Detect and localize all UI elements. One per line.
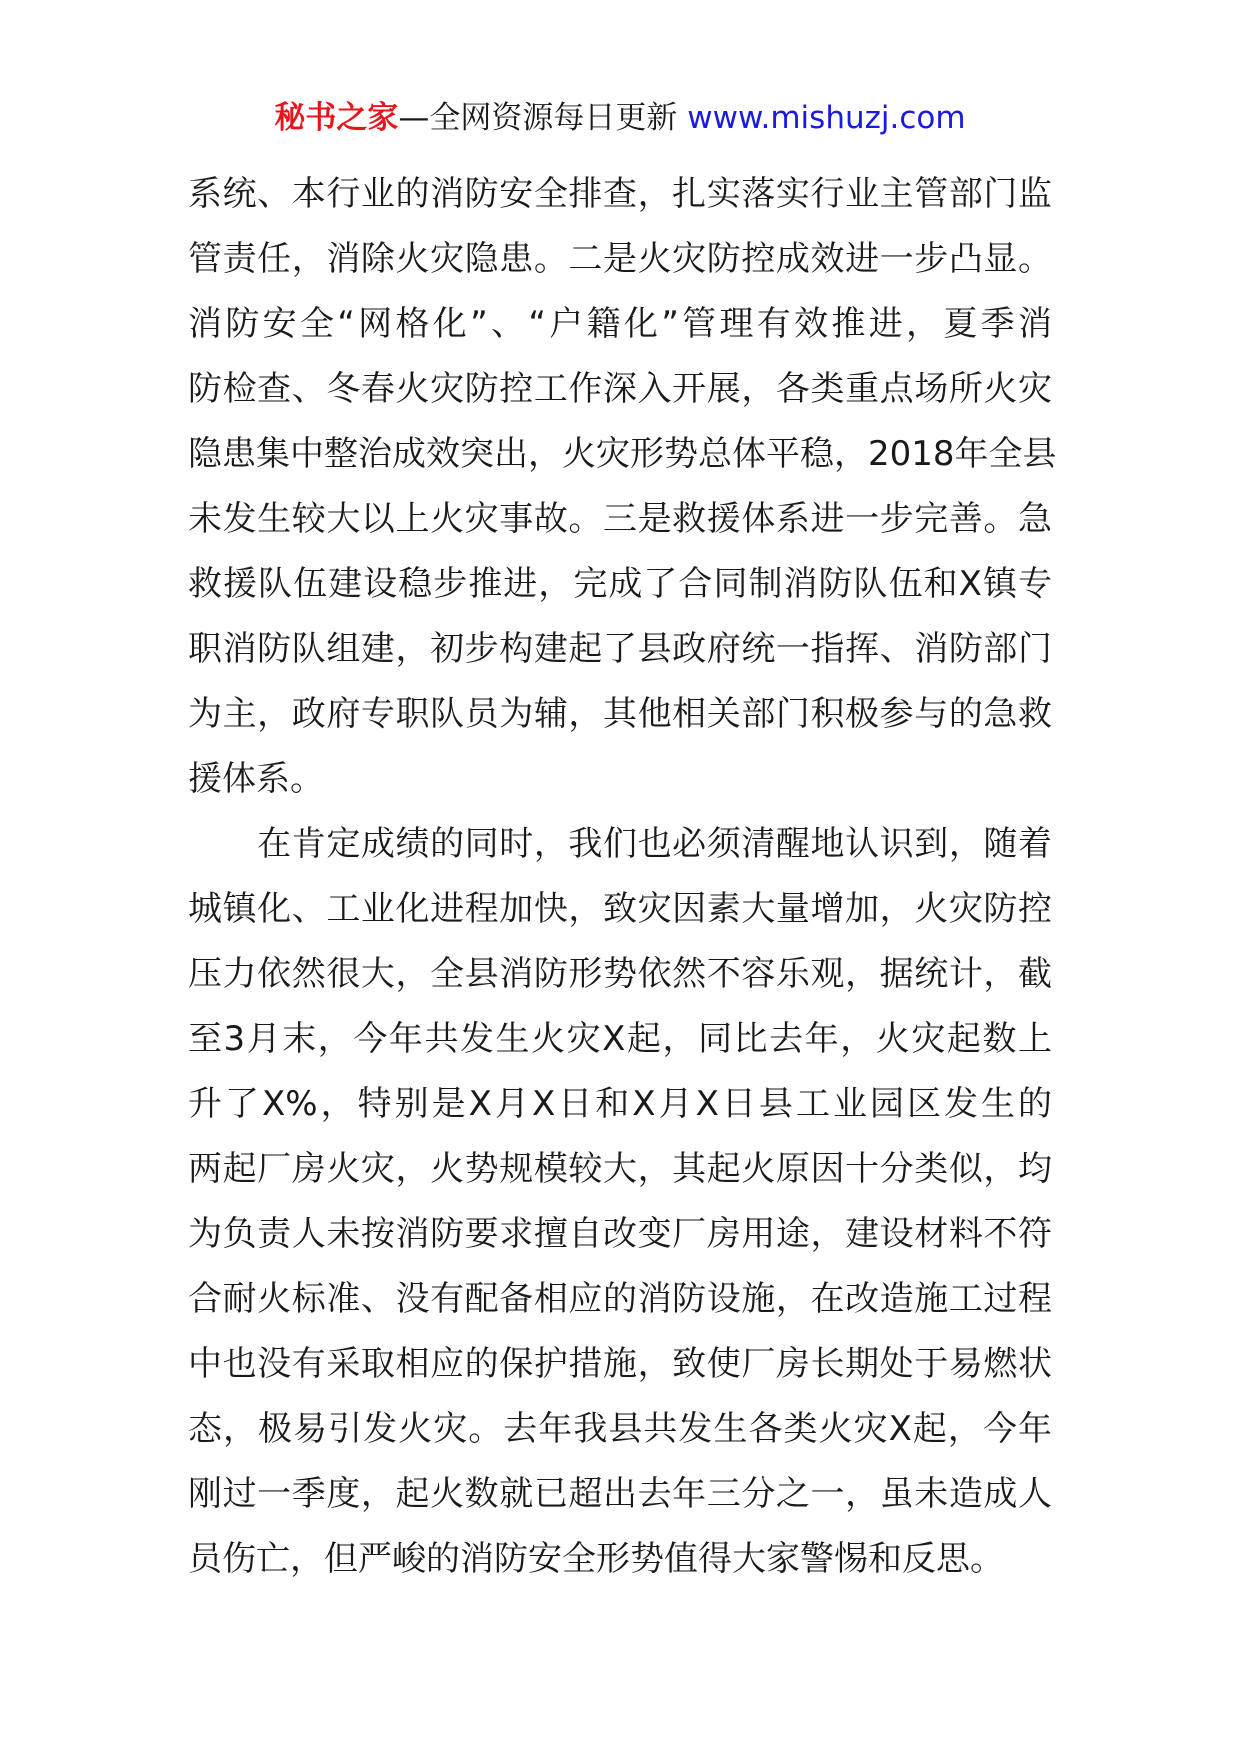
document-body <box>188 162 1057 1592</box>
paragraph-1 <box>188 162 1057 812</box>
text-line: 中也没有采取相应的保护措施，致使厂房长期处于易燃状 <box>188 1344 1052 1384</box>
text-line: 系统、本行业的消防安全排查，扎实落实行业主管部门监 <box>188 174 1052 214</box>
text-line: 救援队伍建设稳步推进，完成了合同制消防队伍和X镇专 <box>188 564 1052 604</box>
text-line: 城镇化、工业化进程加快，致灾因素大量增加，火灾防控 <box>188 889 1052 929</box>
text-line: 升了X%，特别是X月X日和X月X日县工业园区发生的 <box>188 1084 1052 1124</box>
text-line: 未发生较大以上火灾事故。三是救援体系进一步完善。急 <box>188 499 1052 539</box>
text-line: 援体系。 <box>188 759 324 799</box>
text-line: 在肯定成绩的同时，我们也必须清醒地认识到，随着 <box>188 824 1052 864</box>
paragraph-2 <box>188 812 1052 1592</box>
text-line: 管责任，消除火灾隐患。二是火灾防控成效进一步凸显。 <box>188 239 1052 279</box>
text-line: 刚过一季度，起火数就已超出去年三分之一，虽未造成人 <box>188 1474 1052 1514</box>
header-tagline: —全网资源每日更新 <box>398 100 678 136</box>
text-line: 员伤亡，但严峻的消防安全形势值得大家警惕和反思。 <box>188 1539 1004 1579</box>
text-line: 压力依然很大，全县消防形势依然不容乐观，据统计，截 <box>188 954 1052 994</box>
text-line: 两起厂房火灾，火势规模较大，其起火原因十分类似，均 <box>188 1149 1052 1189</box>
text-line: 防检查、冬春火灾防控工作深入开展，各类重点场所火灾 <box>188 369 1052 409</box>
text-line: 为负责人未按消防要求擅自改变厂房用途，建设材料不符 <box>188 1214 1052 1254</box>
brand-name: 秘书之家 <box>274 100 399 136</box>
website-url[interactable]: www.mishuzj.com <box>687 100 966 136</box>
text-line: 合耐火标准、没有配备相应的消防设施，在改造施工过程 <box>188 1279 1052 1319</box>
text-line: 隐患集中整治成效突出，火灾形势总体平稳，2018年全县 <box>188 434 1057 474</box>
text-line: 态，极易引发火灾。去年我县共发生各类火灾X起，今年 <box>188 1409 1052 1449</box>
text-line: 至3月末，今年共发生火灾X起，同比去年，火灾起数上 <box>188 1019 1052 1059</box>
page-header <box>0 98 1240 138</box>
text-line: 职消防队组建，初步构建起了县政府统一指挥、消防部门 <box>188 629 1052 669</box>
text-line: 消防安全“网格化”、“户籍化”管理有效推进，夏季消 <box>188 304 1052 344</box>
text-line: 为主，政府专职队员为辅，其他相关部门积极参与的急救 <box>188 694 1052 734</box>
